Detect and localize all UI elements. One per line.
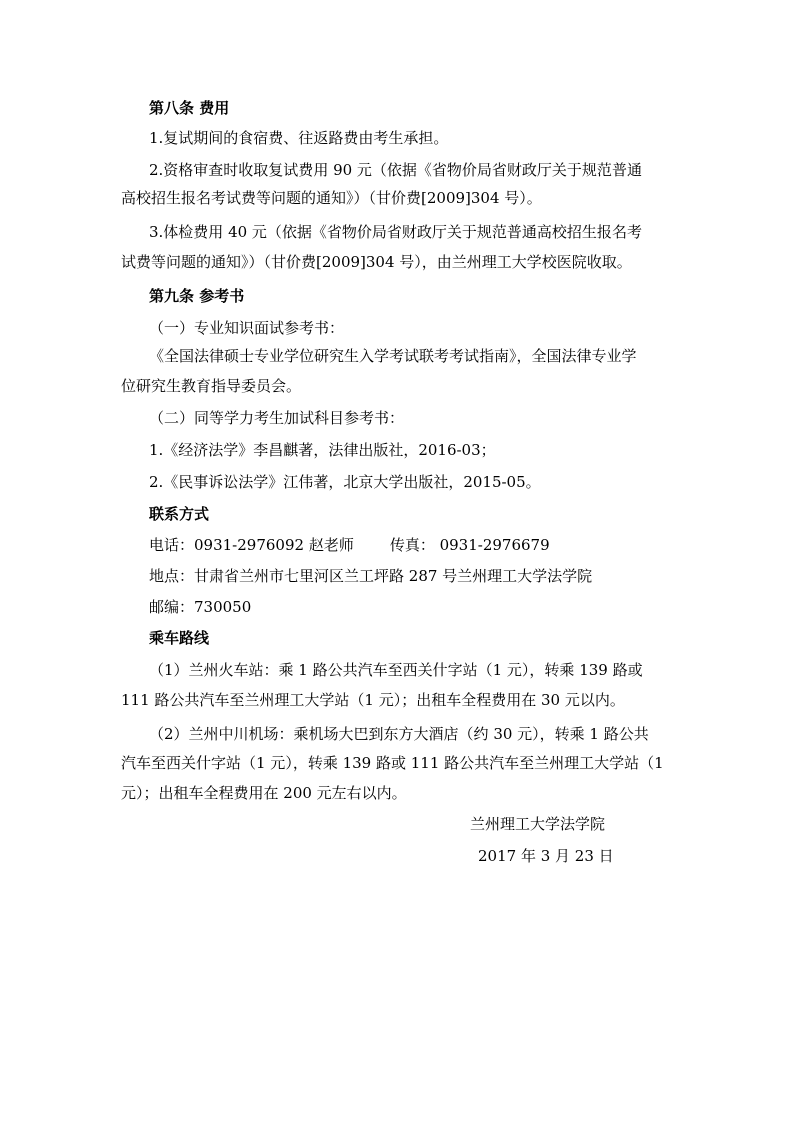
article9-sub1: （一）专业知识面试参考书： [149,319,345,337]
article9-sub2: （二）同等学力考生加试科目参考书： [149,409,405,427]
article8-heading: 第八条 费用 [149,99,230,117]
article9-book1-line1: 《全国法律硕士专业学位研究生入学考试联考考试指南》，全国法律专业学 [149,347,637,365]
contact-postcode: 邮编：730050 [149,598,252,616]
article8-item3-line2: 试费等问题的通知》）（甘价费[2009]304 号），由兰州理工大学校医院收取。 [121,253,632,271]
contact-fax: 传真： 0931-2976679 [389,536,550,554]
contact-phone-line [149,535,550,555]
signature-org: 兰州理工大学法学院 [470,815,606,833]
route-1-line2: 111 路公共汽车至兰州理工大学站（1 元）；出租车全程费用在 30 元以内。 [121,691,625,709]
article9-book3: 2.《民事诉讼法学》江伟著，北京大学出版社，2015-05。 [149,473,541,491]
article8-item2-line2: 高校招生报名考试费等问题的通知》）（甘价费[2009]304 号）。 [121,189,542,207]
article8-item1: 1.复试期间的食宿费、往返路费由考生承担。 [149,129,449,147]
article9-book1-line2: 位研究生教育指导委员会。 [121,377,302,395]
contact-phone: 电话：0931-2976092 赵老师 [149,536,354,554]
article9-book2: 1.《经济法学》李昌麒著，法律出版社，2016-03； [149,441,496,459]
article8-item3-line1: 3.体检费用 40 元（依据《省物价局省财政厅关于规范普通高校招生报名考 [149,223,642,241]
article9-heading: 第九条 参考书 [149,287,245,305]
route-2-line1: （2）兰州中川机场：乘机场大巴到东方大酒店（约 30 元），转乘 1 路公共 [149,725,649,743]
route-heading: 乘车路线 [149,629,210,647]
article8-item2-line1: 2.资格审查时收取复试费用 90 元（依据《省物价局省财政厅关于规范普通 [149,161,642,179]
contact-heading: 联系方式 [149,505,210,523]
signature-date: 2017 年 3 月 23 日 [478,847,614,865]
contact-address: 地点：甘肃省兰州市七里河区兰工坪路 287 号兰州理工大学法学院 [149,567,593,585]
route-1-line1: （1）兰州火车站：乘 1 路公共汽车至西关什字站（1 元），转乘 139 路或 [149,661,643,679]
route-2-line3: 元）；出租车全程费用在 200 元左右以内。 [121,784,407,802]
route-2-line2: 汽车至西关什字站（1 元），转乘 139 路或 111 路公共汽车至兰州理工大学站（1 [121,754,664,772]
